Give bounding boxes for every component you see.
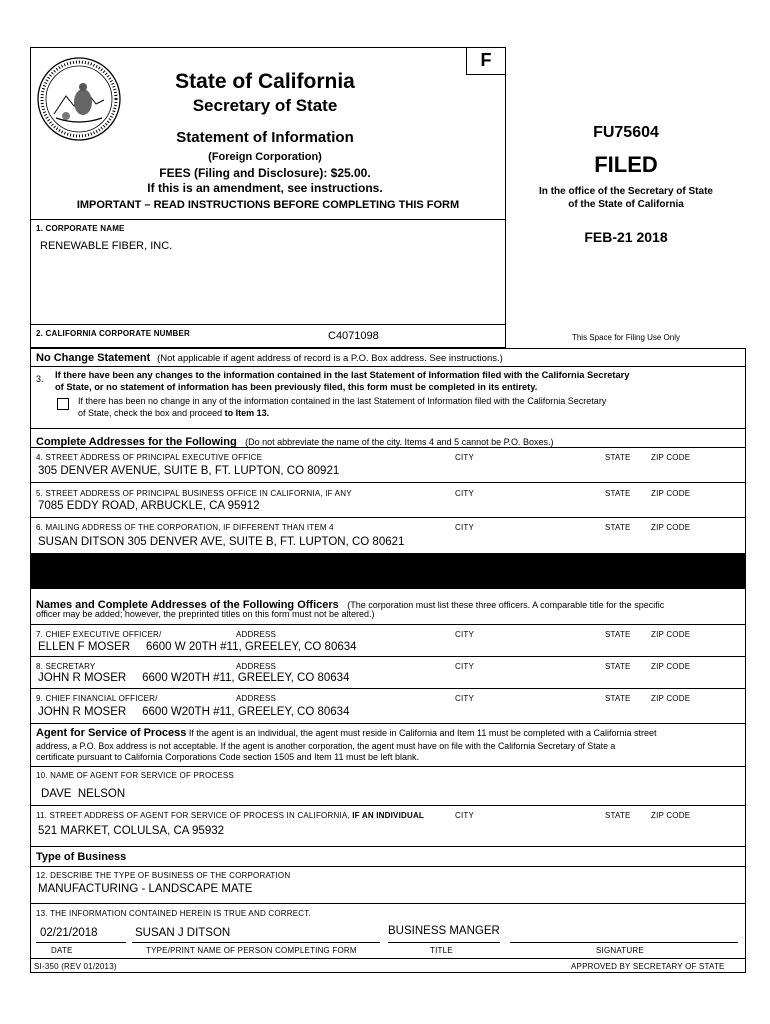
divider — [30, 903, 746, 904]
item1-box — [30, 219, 506, 325]
item11-value[interactable]: 521 MARKET, COLULSA, CA 95932 — [38, 825, 225, 837]
divider — [30, 517, 746, 518]
item9-value[interactable]: JOHN R MOSER 6600 W20TH #11, GREELEY, CO 80634 — [38, 706, 350, 718]
item3-num: 3. — [36, 374, 44, 384]
item5-state-label: STATE — [605, 489, 631, 498]
divider — [30, 688, 746, 689]
divider — [30, 958, 746, 959]
item7-address-label: ADDRESS — [236, 630, 277, 639]
sign-title-line — [388, 942, 500, 943]
item9-zip-label: ZIP CODE — [651, 694, 691, 703]
item8-address-label: ADDRESS — [236, 662, 277, 671]
item2-label: 2. CALIFORNIA CORPORATE NUMBER — [36, 329, 190, 338]
no-change-heading-row — [36, 352, 503, 364]
item13-label: 13. THE INFORMATION CONTAINED HEREIN IS TRUE AND CORRECT. — [36, 909, 311, 918]
no-change-checkbox[interactable] — [57, 398, 69, 410]
amendment-line: If this is an amendment, see instructions. — [147, 181, 383, 195]
item9-city-label: CITY — [455, 694, 475, 703]
sign-name-line — [132, 942, 380, 943]
form-subtitle: (Foreign Corporation) — [208, 151, 322, 163]
no-change-note: (Not applicable if agent address of record is a P.O. Box address. See instructions.) — [157, 353, 503, 364]
item9-state-label: STATE — [605, 694, 631, 703]
important-line: IMPORTANT – READ INSTRUCTIONS BEFORE COMPLETING THIS FORM — [76, 199, 460, 211]
approved-text: APPROVED BY SECRETARY OF STATE — [571, 962, 725, 971]
sign-sig-line — [510, 942, 738, 943]
divider — [30, 723, 746, 724]
officers-heading: Names and Complete Addresses of the Following Officers — [36, 599, 339, 611]
item12-label: 12. DESCRIBE THE TYPE OF BUSINESS OF THE CORPORATION — [36, 871, 291, 880]
item6-label: 6. MAILING ADDRESS OF THE CORPORATION, IF DIFFERENT THAN ITEM 4 — [36, 523, 334, 532]
item3-check-line2-bold: to Item 13. — [224, 408, 270, 418]
item4-value[interactable]: 305 DENVER AVENUE, SUITE B, FT. LUPTON, CO 80921 — [38, 465, 340, 477]
state-title: State of California — [175, 70, 355, 93]
item7-city-label: CITY — [455, 630, 475, 639]
divider — [30, 866, 746, 867]
item8-city-label: CITY — [455, 662, 475, 671]
divider — [30, 656, 746, 657]
item9-label: 9. CHIEF FINANCIAL OFFICER/ — [36, 694, 158, 703]
item8-state-label: STATE — [605, 662, 631, 671]
item1-value[interactable]: RENEWABLE FIBER, INC. — [40, 240, 173, 252]
officers-note: (The corporation must list these three officers. A comparable title for the specific — [347, 600, 665, 610]
sign-date-label: DATE — [51, 946, 73, 955]
item3-check-line1: If there has been no change in any of the information contained in the last Statement of Information filed with the California Secretary — [78, 396, 607, 406]
item3-check-line2: of State, check the box and proceed — [78, 408, 225, 418]
item9-address-label: ADDRESS — [236, 694, 277, 703]
sign-name-value[interactable]: SUSAN J DITSON — [135, 927, 231, 939]
item4-state-label: STATE — [605, 453, 631, 462]
agent-text3: certificate pursuant to California Corporations Code section 1505 and Item 11 must be left blank. — [36, 752, 420, 762]
item5-city-label: CITY — [455, 489, 475, 498]
item7-zip-label: ZIP CODE — [651, 630, 691, 639]
filing-number: FU75604 — [593, 124, 659, 141]
agent-text1: If the agent is an individual, the agent must reside in California and Item 11 must be completed with a California street — [186, 728, 657, 738]
item11-label-bold: IF AN INDIVIDUAL — [352, 811, 425, 820]
form-title: Statement of Information — [176, 129, 354, 146]
form-letter: F — [480, 50, 492, 70]
divider — [30, 482, 746, 483]
addresses-heading: Complete Addresses for the Following — [36, 436, 237, 448]
agent-text2: address, a P.O. Box address is not acceptable. If the agent is another corporation, the agent must have on file with the California Secretary of State a — [36, 741, 616, 751]
divider — [30, 428, 746, 429]
item7-state-label: STATE — [605, 630, 631, 639]
sign-name-label: TYPE/PRINT NAME OF PERSON COMPLETING FORM — [146, 946, 357, 955]
sign-date-line — [36, 942, 126, 943]
filing-status: FILED — [594, 152, 658, 177]
item11-state-label: STATE — [605, 811, 631, 820]
item2-value[interactable]: C4071098 — [328, 330, 379, 342]
item11-label: 11. STREET ADDRESS OF AGENT FOR SERVICE OF PROCESS IN CALIFORNIA, — [36, 811, 353, 820]
divider — [30, 447, 746, 448]
filing-space-note: This Space for Filing Use Only — [571, 333, 681, 342]
filing-office-line1: In the office of the Secretary of State — [539, 186, 713, 197]
form-code: SI-350 (REV 01/2013) — [34, 962, 117, 971]
sign-sig-label: SIGNATURE — [596, 946, 644, 955]
item8-zip-label: ZIP CODE — [651, 662, 691, 671]
item11-label-row — [36, 811, 424, 820]
filing-office-line2: of the State of California — [568, 199, 684, 210]
item10-label: 10. NAME OF AGENT FOR SERVICE OF PROCESS — [36, 771, 234, 780]
item3-bold-line2: of State, or no statement of information has been previously filed, this form must be completed in its entirety. — [55, 382, 538, 392]
item6-value[interactable]: SUSAN DITSON 305 DENVER AVE, SUITE B, FT. LUPTON, CO 80621 — [38, 536, 405, 548]
item6-zip-label: ZIP CODE — [651, 523, 691, 532]
agent-text-line1 — [36, 728, 656, 739]
item5-value[interactable]: 7085 EDDY ROAD, ARBUCKLE, CA 95912 — [38, 500, 260, 512]
item5-zip-label: ZIP CODE — [651, 489, 691, 498]
item6-state-label: STATE — [605, 523, 631, 532]
item7-label: 7. CHIEF EXECUTIVE OFFICER/ — [36, 630, 162, 639]
office-title: Secretary of State — [192, 96, 338, 115]
item8-label: 8. SECRETARY — [36, 662, 96, 671]
item1-label: 1. CORPORATE NAME — [36, 224, 125, 233]
item7-value[interactable]: ELLEN F MOSER 6600 W 20TH #11, GREELEY, CO 80634 — [38, 641, 357, 653]
item4-label: 4. STREET ADDRESS OF PRINCIPAL EXECUTIVE OFFICE — [36, 453, 263, 462]
addresses-note: (Do not abbreviate the name of the city. Items 4 and 5 cannot be P.O. Boxes.) — [245, 437, 554, 447]
sign-date-value[interactable]: 02/21/2018 — [40, 927, 98, 939]
item11-zip-label: ZIP CODE — [651, 811, 691, 820]
divider — [30, 846, 746, 847]
fees-line: FEES (Filing and Disclosure): $25.00. — [159, 166, 371, 180]
item8-value[interactable]: JOHN R MOSER 6600 W20TH #11, GREELEY, CO 80634 — [38, 672, 350, 684]
item11-city-label: CITY — [455, 811, 475, 820]
item3-bold-line1: If there have been any changes to the information contained in the last Statement of Information filed with the California Secretary — [55, 370, 630, 380]
divider — [30, 766, 746, 767]
no-change-heading: No Change Statement — [36, 352, 151, 364]
item6-city-label: CITY — [455, 523, 475, 532]
sign-title-label: TITLE — [430, 946, 453, 955]
agent-heading: Agent for Service of Process — [36, 727, 187, 739]
officers-note2: officer may be added; however, the preprinted titles on this form must not be altered.) — [36, 609, 375, 619]
item3-check-line2-row — [78, 408, 269, 419]
filing-date: FEB-21 2018 — [584, 229, 668, 245]
item12-value[interactable]: MANUFACTURING - LANDSCAPE MATE — [38, 883, 253, 895]
item5-label: 5. STREET ADDRESS OF PRINCIPAL BUSINESS OFFICE IN CALIFORNIA, IF ANY — [36, 489, 352, 498]
divider — [30, 624, 746, 625]
divider — [30, 366, 746, 367]
item10-value[interactable]: DAVE NELSON — [41, 788, 126, 800]
redaction-band — [30, 553, 746, 589]
sign-title-value[interactable]: BUSINESS MANGER — [388, 925, 500, 937]
item4-city-label: CITY — [455, 453, 475, 462]
item4-zip-label: ZIP CODE — [651, 453, 691, 462]
business-heading: Type of Business — [36, 851, 127, 863]
divider — [30, 805, 746, 806]
